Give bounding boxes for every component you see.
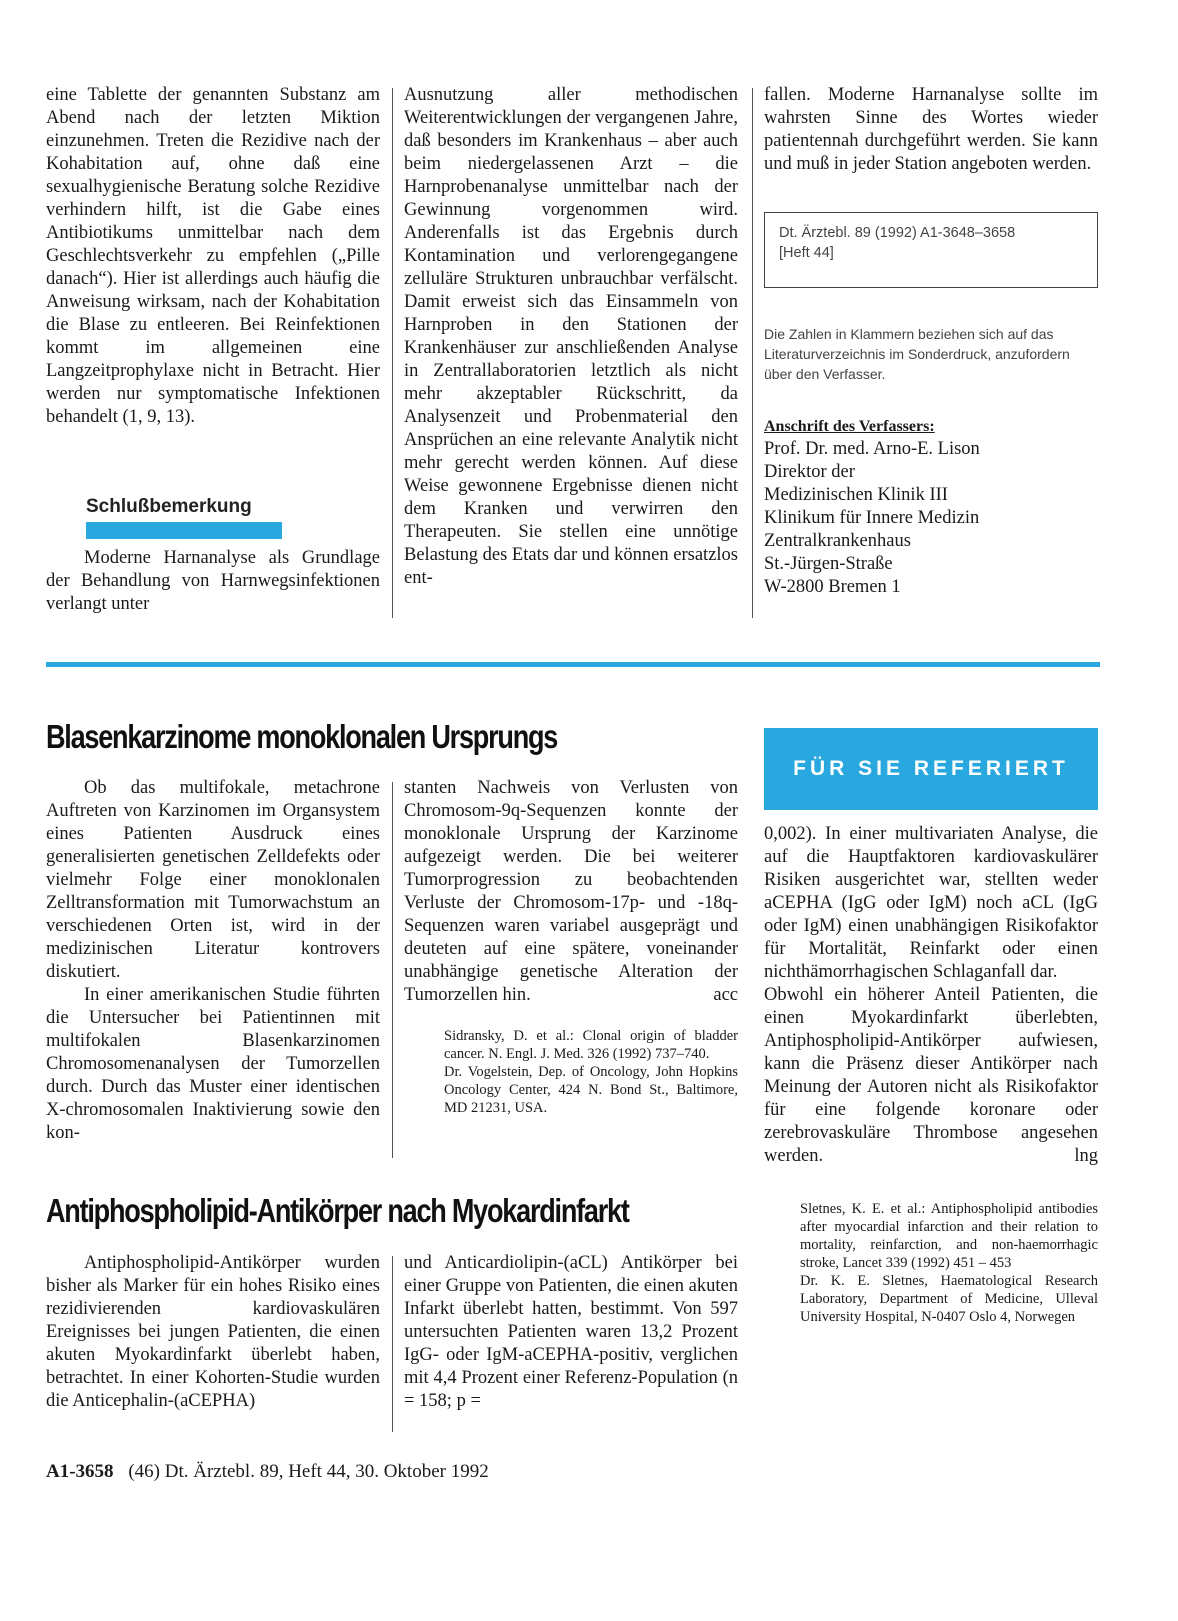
article1-column-2 bbox=[404, 777, 738, 1117]
article1-ref1: Sidransky, D. et al.: Clonal origin of bladder cancer. N. Engl. J. Med. 326 (1992) 737–740. bbox=[444, 1028, 738, 1062]
footer-page-number: A1-3658 bbox=[46, 1461, 114, 1482]
top-col3-text: fallen. Moderne Harnanalyse sollte im wahrsten Sinne des Wortes wieder patientennah durchgeführt werden. Sie kann und muß in jeder Station angeboten werden. bbox=[764, 85, 1098, 174]
references-note: Die Zahlen in Klammern beziehen sich auf das Literaturverzeichnis im Sonderdruck, anzufordern über den Verfasser. bbox=[764, 326, 1070, 382]
schluss-accent-bar bbox=[86, 522, 282, 539]
article2-divider bbox=[392, 1256, 393, 1432]
page-footer bbox=[46, 1461, 489, 1483]
right-para2: Obwohl ein höherer Anteil Patienten, die einen Myokardinfarkt überlebten, Antiphospholipid-Antikörper aufwiesen, kann die Präsenz dieser Antikörper nach Meinung der Autoren nicht als Risikofaktor für eine folgende koronare oder zerebrovaskuläre Thrombose angesehen werden. bbox=[764, 985, 1098, 1166]
article1-para2: In einer amerikanischen Studie führten die Untersucher bei Patientinnen mit multifokalen Blasenkarzinomen Chromosomenanalysen der Tumorzellen durch. Durch das Muster einer identischen X-chromosomalen Inaktivierung sowie den kon- bbox=[46, 985, 380, 1143]
top-col2-text: Ausnutzung aller methodischen Weiterentwicklungen der vergangenen Jahre, daß besonders im Krankenhaus – aber auch beim niedergelassenen Arzt – die Harnprobenanalyse unmittelbar nach der Gewinnung vorgenommen wird. Anderenfalls ist das Ergebnis durch Kontamination und verlorengegangene zelluläre Strukturen unbrauchbar verfälscht. Damit erweist sich das Einsammeln von Harnproben in den Stationen der Krankenhäuser zur anschließenden Analyse in Zentrallaboratorien letztlich als nicht mehr akzeptabler Rückschritt, da Analysenzeit und Probenmaterial den Ansprüchen an eine relevante Analytik nicht mehr gerecht werden können. Auf diese Weise gewonnene Ergebnisse dienen nicht dem Kranken und verwirren den Therapeuten. Sie stellen eine unnötige Belastung des Etats dar und können ersatzlos ent- bbox=[404, 85, 738, 588]
top-col1-text: eine Tablette der genannten Substanz am Abend nach der letzten Miktion einzunehmen. Treten die Rezidive nach der Kohabitation auf, ohne daß eine sexualhygienische Beratung solche Rezidive verhindern hilft, ist die Gabe eines Antibiotikums unmittelbar nach dem Geschlechtsverkehr zu empfehlen („Pille danach“). Hier ist allerdings auch häufig die Anweisung wirksam, nach der Kohabitation die Blase zu entleeren. Bei Reinfektionen kommt im allgemeinen eine Langzeitprophylaxe nicht in Betracht. Hier werden nur symptomatische Infektionen behandelt (1, 9, 13). bbox=[46, 85, 380, 427]
article2-column-2 bbox=[404, 1252, 738, 1413]
top-divider-1 bbox=[392, 88, 393, 618]
article1-column-1 bbox=[46, 777, 380, 1145]
right-column bbox=[764, 823, 1098, 1326]
right-para1: 0,002). In einer multivariaten Analyse, die auf die Hauptfaktoren kardiovaskulärer Risiken ausgerichtet war, stellten weder aCEPHA (IgG oder IgM) noch aCL (IgG oder IgM) einen unabhängigen Risikofaktor für Mortalität, Reinfarkt oder einen nichthämorrhagischen Schlaganfall dar. bbox=[764, 824, 1098, 982]
article2-column-1 bbox=[46, 1252, 380, 1413]
top-column-2 bbox=[404, 84, 738, 590]
schluss-section bbox=[46, 496, 380, 616]
author-address: Prof. Dr. med. Arno-E. Lison Direktor der Medizinischen Klinik III Klinikum für Innere Medizin Zentralkrankenhaus St.-Jürgen-Straße W-2800 Bremen 1 bbox=[764, 439, 980, 597]
fuer-sie-referiert-banner: FÜR SIE REFERIERT bbox=[764, 728, 1098, 810]
article1-para1: Ob das multifokale, metachrone Auftreten von Karzinomen im Organsystem eines Patienten Ausdruck eines generalisierten genetischen Zelldefekts oder vielmehr Folge einer monoklonalen Zelltransformation mit Tumorwachstum an verschiedenen Orten ist, wird in der medizinischen Literatur kontrovers diskutiert. bbox=[46, 778, 380, 982]
footer-text: (46) Dt. Ärztebl. 89, Heft 44, 30. Oktober 1992 bbox=[128, 1461, 489, 1482]
article1-references bbox=[404, 1027, 738, 1117]
right-ref1: Sletnes, K. E. et al.: Antiphospholipid antibodies after myocardial infarction and their relation to mortality, reinfarction, and non-haemorrhagic stroke, Lancet 339 (1992) 451 – 453 bbox=[800, 1201, 1098, 1271]
address-title: Anschrift des Verfassers: bbox=[764, 418, 935, 435]
article2-col1-text: Antiphospholipid-Antikörper wurden bisher als Marker für ein hohes Risiko eines rezidivierenden kardiovaskulären Ereignisses bei jungen Patienten, die einen akuten Myokardinfarkt überlebt haben, betrachtet. In einer Kohorten-Studie wurden die Anticephalin-(aCEPHA) bbox=[46, 1253, 380, 1411]
top-column-1 bbox=[46, 84, 380, 429]
article1-title: Blasenkarzinome monoklonalen Ursprungs bbox=[46, 718, 558, 755]
citation-box: Dt. Ärztebl. 89 (1992) A1-3648–3658 [Heft 44] bbox=[764, 212, 1098, 288]
right-initials: lng bbox=[1074, 1146, 1098, 1166]
right-references bbox=[764, 1200, 1098, 1326]
top-divider-2 bbox=[752, 88, 753, 618]
article1-ref2: Dr. Vogelstein, Dep. of Oncology, John Hopkins Oncology Center, 424 N. Bond St., Baltimore, MD 21231, USA. bbox=[444, 1064, 738, 1116]
section-divider bbox=[46, 662, 1100, 667]
article1-col2-text: stanten Nachweis von Verlusten von Chromosom-9q-Sequenzen konnte der monoklonale Ursprung der Karzinome aufgezeigt werden. Die bei weiterer Tumorprogression zu beobachtenden Verluste der Chromosom-17p- und -18q-Sequenzen waren variabel ausgeprägt und deuteten auf eine spätere, voneinander unabhängige genetische Alteration der Tumorzellen hin. bbox=[404, 778, 738, 1005]
article2-col2-text: und Anticardiolipin-(aCL) Antikörper bei einer Gruppe von Patienten, die einen akuten Infarkt überlebt hatten, bestimmt. Von 597 untersuchten Patienten waren 13,2 Prozent IgG- oder IgM-aCEPHA-positiv, verglichen mit 4,4 Prozent einer Referenz-Population (n = 158; p = bbox=[404, 1253, 738, 1411]
article1-initials: acc bbox=[713, 985, 738, 1005]
article2-title: Antiphospholipid-Antikörper nach Myokardinfarkt bbox=[46, 1192, 629, 1229]
schluss-text: Moderne Harnanalyse als Grundlage der Behandlung von Harnwegsinfektionen verlangt unter bbox=[46, 548, 380, 614]
right-ref2: Dr. K. E. Sletnes, Haematological Research Laboratory, Department of Medicine, Ulleval University Hospital, N-0407 Oslo 4, Norwegen bbox=[800, 1273, 1098, 1325]
schluss-heading: Schlußbemerkung bbox=[86, 496, 252, 517]
article1-divider bbox=[392, 782, 393, 1158]
top-column-3 bbox=[764, 84, 1098, 599]
